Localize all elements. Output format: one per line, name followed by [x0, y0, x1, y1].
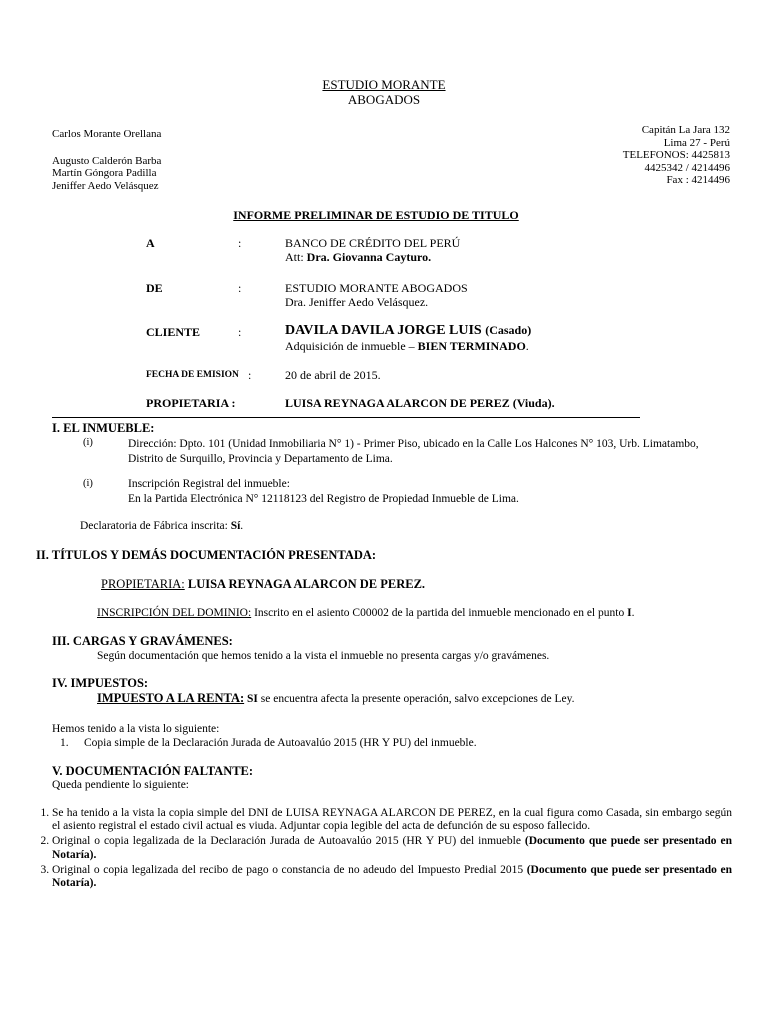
att-prefix: Att: [285, 250, 304, 264]
seen-item: Copia simple de la Declaración Jurada de Autoavalúo 2015 (HR Y PU) del inmueble. [84, 737, 477, 749]
missing-docs-list [24, 807, 732, 892]
inscripcion-end: . [631, 607, 635, 619]
field-fecha-value: 20 de abril de 2015. [285, 368, 381, 382]
firm-address [623, 124, 730, 187]
field-de-sub: Dra. Jeniffer Aedo Velásquez. [285, 295, 429, 309]
impuesto-renta-line [97, 691, 575, 706]
inscripcion-line [97, 607, 634, 619]
document-title: INFORME PRELIMINAR DE ESTUDIO DE TITULO [233, 208, 519, 222]
seen-intro: Hemos tenido a la vista lo siguiente: [52, 723, 220, 735]
lawyer-name: Carlos Morante Orellana [52, 128, 162, 140]
pending-intro: Queda pendiente lo siguiente: [52, 779, 190, 791]
inscripcion-ref: I [627, 607, 632, 619]
field-a-label: A [146, 236, 155, 250]
bullet-marker: (i) [83, 478, 93, 489]
lawyer-name: Jeniffer Aedo Velásquez [52, 179, 159, 192]
client-status: (Casado) [485, 323, 532, 337]
seen-item-number: 1. [60, 737, 69, 749]
propietaria-value: LUISA REYNAGA ALARCON DE PEREZ. [187, 577, 426, 591]
client-sub-bold: BIEN TERMINADO [417, 339, 526, 353]
client-sub-prefix: Adquisición de inmueble – [285, 339, 415, 353]
propietaria-label: PROPIETARIA: [101, 577, 185, 591]
address-line: Lima 27 - Perú [663, 136, 730, 149]
lawyers-list [52, 128, 161, 192]
declaratoria-end: . [240, 520, 244, 532]
declaratoria-label: Declaratoria de Fábrica inscrita: [80, 520, 228, 532]
address-line: TELEFONOS: 4425813 [622, 149, 730, 161]
separator-line [52, 417, 640, 418]
field-cliente-value [285, 323, 531, 339]
cargas-text: Según documentación que hemos tenido a la vista el inmueble no presenta cargas y/o gravámenes. [97, 650, 550, 662]
bullet-marker: (i) [83, 437, 93, 448]
list-item: 3. Original o copia legalizada del recibo de pago o constancia de no adeudo del Impuesto Predial 2015 (Documento que puede ser presentado en Notaría). [52, 864, 732, 890]
impuesto-renta-label: IMPUESTO A LA RENTA: [97, 691, 245, 705]
impuesto-renta-value: SI [247, 693, 258, 705]
address-line: Capitán La Jara 132 [641, 124, 730, 136]
field-a-att [285, 250, 431, 265]
lawyer-name: Martín Góngora Padilla [52, 167, 157, 179]
declaratoria [80, 520, 243, 532]
lawyer-name: Augusto Calderón Barba [52, 154, 162, 167]
section-2-heading: II. TÍTULOS Y DEMÁS DOCUMENTACIÓN PRESENTADA: [36, 548, 377, 562]
registral-label: Inscripción Registral del inmueble: [128, 478, 290, 490]
impuesto-renta-text: se encuentra afecta la presente operación, salvo excepciones de Ley. [260, 693, 575, 705]
section-5-heading: V. DOCUMENTACIÓN FALTANTE: [52, 764, 254, 778]
field-a-colon: : [238, 236, 242, 250]
field-fecha-colon: : [248, 368, 252, 382]
field-a-value: BANCO DE CRÉDITO DEL PERÚ [285, 236, 461, 250]
field-fecha-label: FECHA DE EMISION [146, 370, 239, 380]
inmueble-address: Dirección: Dpto. 101 (Unidad Inmobiliaria N° 1) - Primer Piso, ubicado en la Calle Los Halcones N° 103, Urb. Limatambo, Distrito de Surquillo, Provincia y Departamento de Lima. [128, 438, 699, 465]
client-sub-end: . [525, 339, 529, 353]
field-cliente-colon: : [238, 325, 242, 339]
inscripcion-label: INSCRIPCIÓN DEL DOMINIO: [97, 607, 252, 619]
field-propietaria-value: LUISA REYNAGA ALARCON DE PEREZ (Viuda). [285, 396, 555, 410]
field-cliente-sub [285, 339, 529, 354]
field-de-colon: : [238, 281, 242, 295]
att-name: Dra. Giovanna Cayturo. [306, 250, 432, 264]
field-cliente-label: CLIENTE [146, 325, 201, 339]
list-item: 1. Se ha tenido a la vista la copia simple del DNI de LUISA REYNAGA ALARCON DE PEREZ, en la cual figura como Casada, sin embargo según el asiento registral el estado civil actual es viuda. Adjuntar copia legible del acta de defunción de su esposo fallecido. [52, 807, 732, 833]
list-item: 2. Original o copia legalizada de la Declaración Jurada de Autoavalúo 2015 (HR Y PU) del inmueble (Documento que puede ser presentado en Notaría). [52, 835, 732, 861]
address-line: Fax : 4214496 [666, 174, 730, 186]
section-1-heading: I. EL INMUEBLE: [52, 421, 155, 435]
firm-name: ESTUDIO MORANTE [322, 77, 446, 92]
address-line: 4425342 / 4214496 [644, 161, 730, 174]
firm-subtitle: ABOGADOS [347, 92, 421, 107]
inscripcion-text: Inscrito en el asiento C00002 de la partida del inmueble mencionado en el punto [254, 607, 625, 619]
section-4-heading: IV. IMPUESTOS: [52, 676, 149, 690]
propietaria-line [101, 577, 425, 592]
field-de-label: DE [146, 281, 163, 295]
field-propietaria-label: PROPIETARIA : [146, 396, 236, 410]
field-de-value: ESTUDIO MORANTE ABOGADOS [285, 281, 468, 295]
declaratoria-value: Sí [230, 520, 241, 532]
registral-value: En la Partida Electrónica N° 12118123 del Registro de Propiedad Inmueble de Lima. [128, 493, 519, 505]
section-3-heading: III. CARGAS Y GRAVÁMENES: [52, 634, 233, 648]
client-name: DAVILA DAVILA JORGE LUIS [285, 323, 482, 338]
